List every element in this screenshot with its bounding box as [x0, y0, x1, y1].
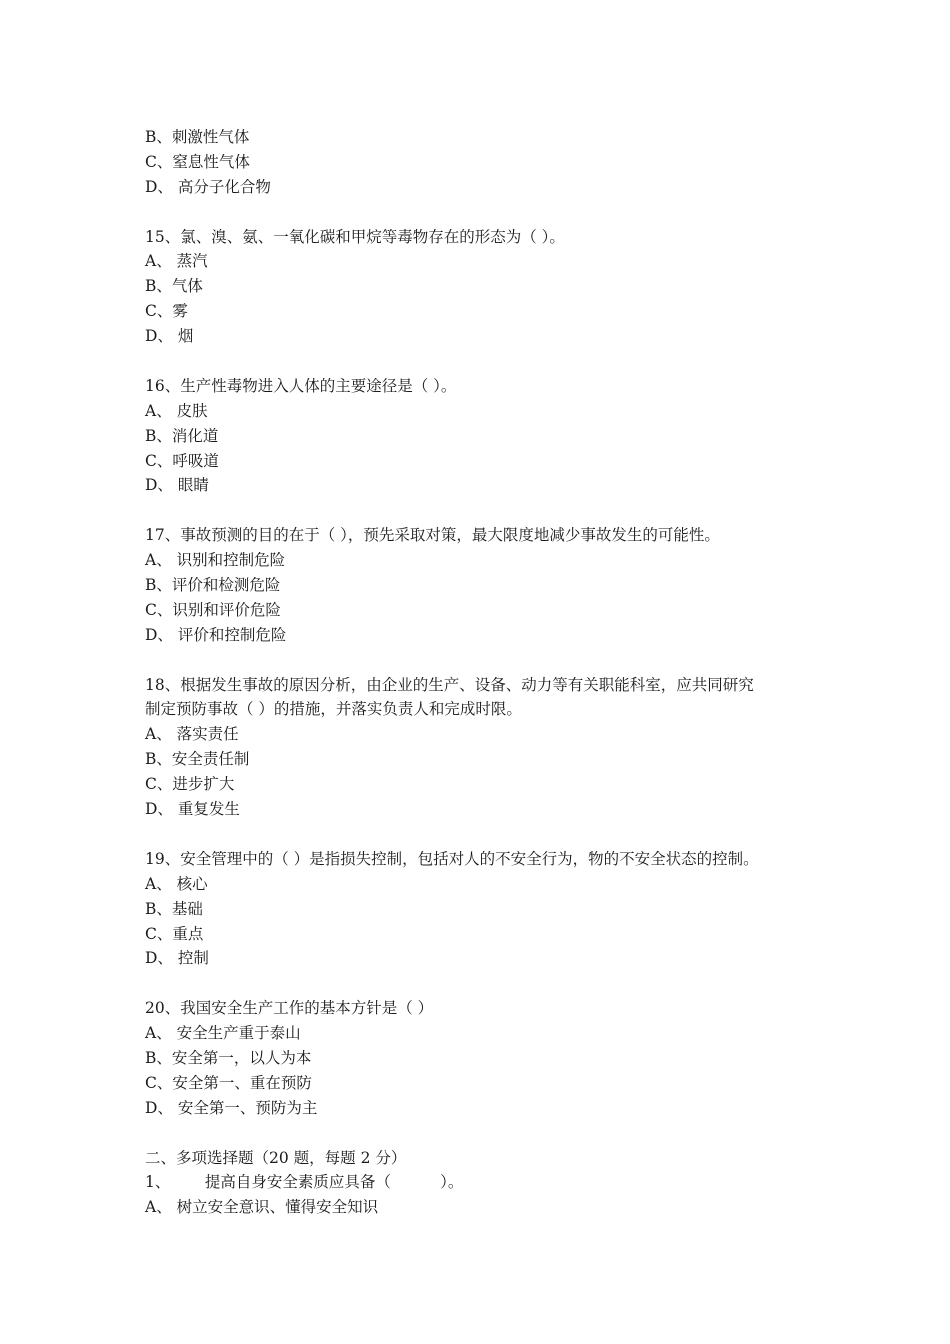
question-stem: 19、安全管理中的（ ）是指损失控制，包括对人的不安全行为，物的不安全状态的控制。: [145, 849, 759, 868]
option-d: D、 烟: [145, 327, 194, 346]
continued-options: [145, 125, 825, 200]
option-c: C、重点: [145, 924, 204, 943]
section-multiple-choice: [145, 1146, 825, 1221]
option-c: C、安全第一、重在预防: [145, 1073, 312, 1092]
option-c: C、窒息性气体: [145, 152, 250, 171]
option-b: B、气体: [145, 277, 203, 296]
option-c: C、进步扩大: [145, 775, 235, 794]
option-d: D、 控制: [145, 949, 209, 968]
option-a: A、 识别和控制危险: [145, 551, 286, 570]
option-b: B、安全第一，以人为本: [145, 1048, 312, 1067]
option-d: D、 重复发生: [145, 800, 240, 819]
option-b: B、刺激性气体: [145, 128, 250, 146]
question-stem: 16、生产性毒物进入人体的主要途径是（ ）。: [145, 376, 457, 395]
question-stem: 20、我国安全生产工作的基本方针是（ ）: [145, 999, 434, 1018]
option-a: A、 安全生产重于泰山: [145, 1024, 301, 1043]
option-d: D、 评价和控制危险: [145, 625, 287, 644]
option-a: A、 皮肤: [145, 401, 208, 420]
option-d: D、 眼睛: [145, 476, 209, 495]
question-20: [145, 996, 825, 1120]
question-18: [145, 673, 825, 822]
question-17: [145, 523, 825, 647]
option-a: A、 落实责任: [145, 725, 239, 744]
question-stem-line-1: 18、根据发生事故的原因分析，由企业的生产、设备、动力等有关职能科室，应共同研究: [145, 675, 754, 694]
question-15: [145, 225, 825, 349]
option-a: A、 树立安全意识、懂得安全知识: [145, 1198, 379, 1217]
question-stem: 17、事故预测的目的在于（ ），预先采取对策，最大限度地减少事故发生的可能性。: [145, 526, 720, 545]
option-b: B、基础: [145, 899, 203, 918]
question-stem: 15、氯、溴、氨、一氧化碳和甲烷等毒物存在的形态为（ ）。: [145, 227, 565, 246]
question-16: [145, 374, 825, 498]
section-heading: 二、多项选择题（20 题，每题 2 分）: [145, 1148, 407, 1167]
option-a: A、 蒸汽: [145, 252, 208, 271]
option-d: D、 高分子化合物: [145, 177, 271, 196]
question-19: [145, 847, 825, 971]
option-b: B、评价和检测危险: [145, 576, 281, 595]
question-stem-line-2: 制定预防事故（ ）的措施，并落实负责人和完成时限。: [145, 700, 522, 719]
question-stem: 1、 提高自身安全素质应具备（ ）。: [145, 1173, 464, 1192]
option-a: A、 核心: [145, 874, 208, 893]
option-c: C、呼吸道: [145, 451, 219, 470]
option-b: B、安全责任制: [145, 750, 250, 769]
option-d: D、 安全第一、预防为主: [145, 1098, 318, 1117]
option-b: B、消化道: [145, 426, 219, 445]
document-page: [145, 125, 825, 1220]
option-c: C、识别和评价危险: [145, 600, 281, 619]
option-c: C、雾: [145, 302, 188, 321]
